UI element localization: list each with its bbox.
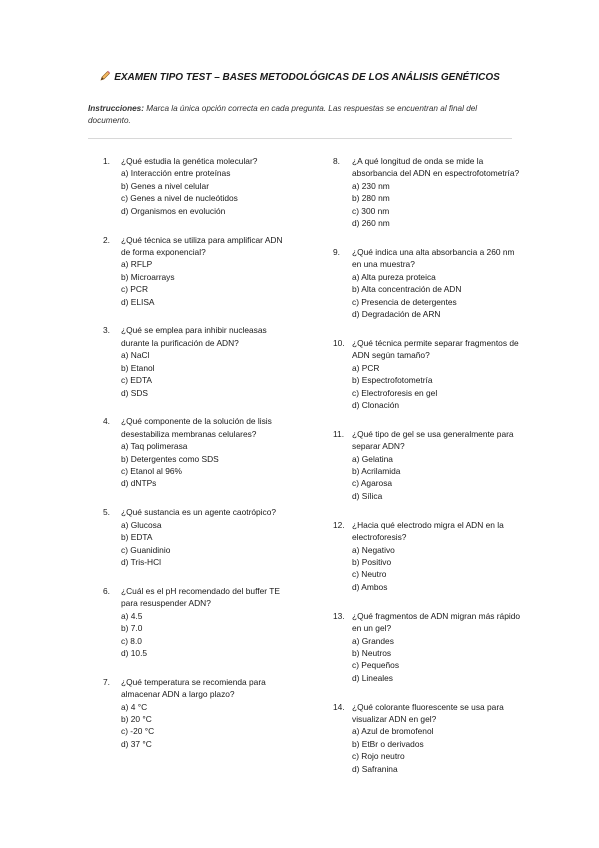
question-4 xyxy=(103,415,293,489)
answer-option: b) Acrilamida xyxy=(352,466,401,477)
answer-option: b) Positivo xyxy=(352,556,392,567)
answer-option: d) ELISA xyxy=(121,296,155,307)
question-text: ¿Hacia qué electrodo migra el ADN en la electroforesis? xyxy=(352,519,504,543)
answer-option: c) Presencia de detergentes xyxy=(352,296,457,307)
answer-option: b) Alta concentración de ADN xyxy=(352,284,462,295)
answer-option: a) PCR xyxy=(352,362,380,373)
question-number: 14. xyxy=(333,701,345,712)
question-number: 12. xyxy=(333,519,345,530)
answer-option: b) EDTA xyxy=(121,532,153,543)
answer-option: d) Ambos xyxy=(352,581,388,592)
question-text: ¿Qué estudia la genética molecular? xyxy=(121,156,258,166)
answer-option: b) 280 nm xyxy=(352,193,390,204)
question-text: ¿Qué componente de la solución de lisis desestabiliza membranas celulares? xyxy=(121,416,272,439)
answer-option: b) EtBr o derivados xyxy=(352,738,424,749)
answer-option: c) Electroforesis en gel xyxy=(352,387,438,398)
answer-option: a) RFLP xyxy=(121,259,153,270)
question-text: ¿Qué sustancia es un agente caotrópico? xyxy=(121,507,277,518)
answer-option: d) Lineales xyxy=(352,672,393,683)
answer-option: c) Guanidinio xyxy=(121,544,171,555)
page-title xyxy=(0,70,599,83)
answer-option: a) Gelatina xyxy=(352,453,393,464)
answer-option: a) Grandes xyxy=(352,635,394,646)
answer-option: c) PCR xyxy=(121,284,148,295)
question-number: 7. xyxy=(103,676,110,687)
answer-option: d) Organismos en evolución xyxy=(121,205,226,216)
answer-option: d) Degradación de ARN xyxy=(352,308,441,319)
answer-option: d) 10.5 xyxy=(121,647,148,658)
instructions-label: Instrucciones: xyxy=(88,104,144,113)
question-11 xyxy=(334,428,524,502)
answer-option: a) Taq polimerasa xyxy=(121,441,188,452)
question-10 xyxy=(334,337,524,411)
answer-option: d) Sílica xyxy=(352,490,383,501)
question-text: ¿Qué colorante fluorescente se usa para visualizar ADN en gel? xyxy=(352,701,504,725)
question-text: ¿Qué fragmentos de ADN migran más rápido en un gel? xyxy=(352,610,521,634)
answer-option: c) Pequeños xyxy=(352,660,400,671)
questions-column-right xyxy=(334,155,524,792)
question-text: ¿Qué técnica se utiliza para amplificar ADN de forma exponencial? xyxy=(121,234,283,257)
answer-option: a) NaCl xyxy=(121,350,150,361)
question-2 xyxy=(103,234,293,308)
question-number: 13. xyxy=(333,610,345,621)
question-text: ¿Qué temperatura se recomienda para almacenar ADN a largo plazo? xyxy=(121,676,266,700)
question-6 xyxy=(103,585,293,659)
answer-option: b) 7.0 xyxy=(121,623,143,634)
question-number: 5. xyxy=(103,507,110,518)
question-number: 4. xyxy=(103,416,110,427)
question-text: ¿Cuál es el pH recomendado del buffer TE para resuspender ADN? xyxy=(121,585,280,609)
answer-option: b) Espectrofotometría xyxy=(352,375,433,386)
question-5 xyxy=(103,506,293,568)
answer-option: c) 300 nm xyxy=(352,205,390,216)
question-9 xyxy=(334,246,524,320)
answer-option: c) Etanol al 96% xyxy=(121,466,182,477)
pencil-icon xyxy=(99,70,111,82)
answer-option: d) dNTPs xyxy=(121,478,157,489)
answer-option: a) 4 °C xyxy=(121,701,148,712)
question-number: 1. xyxy=(103,156,110,166)
answer-option: b) Etanol xyxy=(121,362,155,373)
question-text: ¿Qué indica una alta absorbancia a 260 nm en una muestra? xyxy=(352,246,515,270)
answer-option: b) 20 °C xyxy=(121,714,152,725)
question-number: 11. xyxy=(333,428,345,439)
question-12 xyxy=(334,519,524,593)
answer-option: c) EDTA xyxy=(121,375,153,386)
answer-option: d) Safranina xyxy=(352,763,398,774)
question-7 xyxy=(103,676,293,750)
question-number: 6. xyxy=(103,585,110,596)
answer-option: a) Interacción entre proteínas xyxy=(121,168,231,179)
question-13 xyxy=(334,610,524,684)
question-text: ¿A qué longitud de onda se mide la absorbancia del ADN en espectrofotometría? xyxy=(352,156,520,179)
answer-option: a) Azul de bromofenol xyxy=(352,726,434,737)
question-number: 8. xyxy=(333,156,340,166)
answer-option: b) Microarrays xyxy=(121,271,175,282)
question-text: ¿Qué técnica permite separar fragmentos de ADN según tamaño? xyxy=(352,337,519,361)
question-text: ¿Qué se emplea para inhibir nucleasas durante la purificación de ADN? xyxy=(121,325,267,348)
instructions-text: Marca la única opción correcta en cada pregunta. Las respuestas se encuentran al final del documento. xyxy=(88,104,478,125)
question-3 xyxy=(103,324,293,398)
question-text: ¿Qué tipo de gel se usa generalmente para separar ADN? xyxy=(352,428,514,452)
answer-option: d) 260 nm xyxy=(352,218,390,229)
answer-option: a) 4.5 xyxy=(121,610,143,621)
question-number: 9. xyxy=(333,246,340,257)
answer-option: d) Tris-HCl xyxy=(121,556,162,567)
answer-option: b) Genes a nivel celular xyxy=(121,180,209,191)
answer-option: a) 230 nm xyxy=(352,180,390,191)
question-1 xyxy=(103,155,293,217)
answer-option: a) Glucosa xyxy=(121,519,162,530)
answer-option: b) Detergentes como SDS xyxy=(121,453,219,464)
question-number: 10. xyxy=(333,337,345,348)
answer-option: c) Rojo neutro xyxy=(352,751,405,762)
answer-option: a) Negativo xyxy=(352,544,395,555)
answer-option: c) -20 °C xyxy=(121,726,155,737)
answer-option: c) Genes a nivel de nucleótidos xyxy=(121,193,238,204)
answer-option: d) SDS xyxy=(121,387,148,398)
question-number: 2. xyxy=(103,234,110,245)
answer-option: d) Clonación xyxy=(352,399,400,410)
question-number: 3. xyxy=(103,325,110,336)
title-text: EXAMEN TIPO TEST – BASES METODOLÓGICAS DE LOS ANÁLISIS GENÉTICOS xyxy=(114,72,500,83)
instructions xyxy=(88,103,518,127)
answer-option: d) 37 °C xyxy=(121,738,152,749)
answer-option: c) Neutro xyxy=(352,569,387,580)
answer-option: a) Alta pureza proteica xyxy=(352,271,436,282)
questions-column-left xyxy=(103,155,293,767)
answer-option: b) Neutros xyxy=(352,647,392,658)
separator xyxy=(88,138,512,139)
answer-option: c) Agarosa xyxy=(352,478,393,489)
question-8 xyxy=(334,155,524,229)
answer-option: c) 8.0 xyxy=(121,635,142,646)
question-14 xyxy=(334,701,524,775)
